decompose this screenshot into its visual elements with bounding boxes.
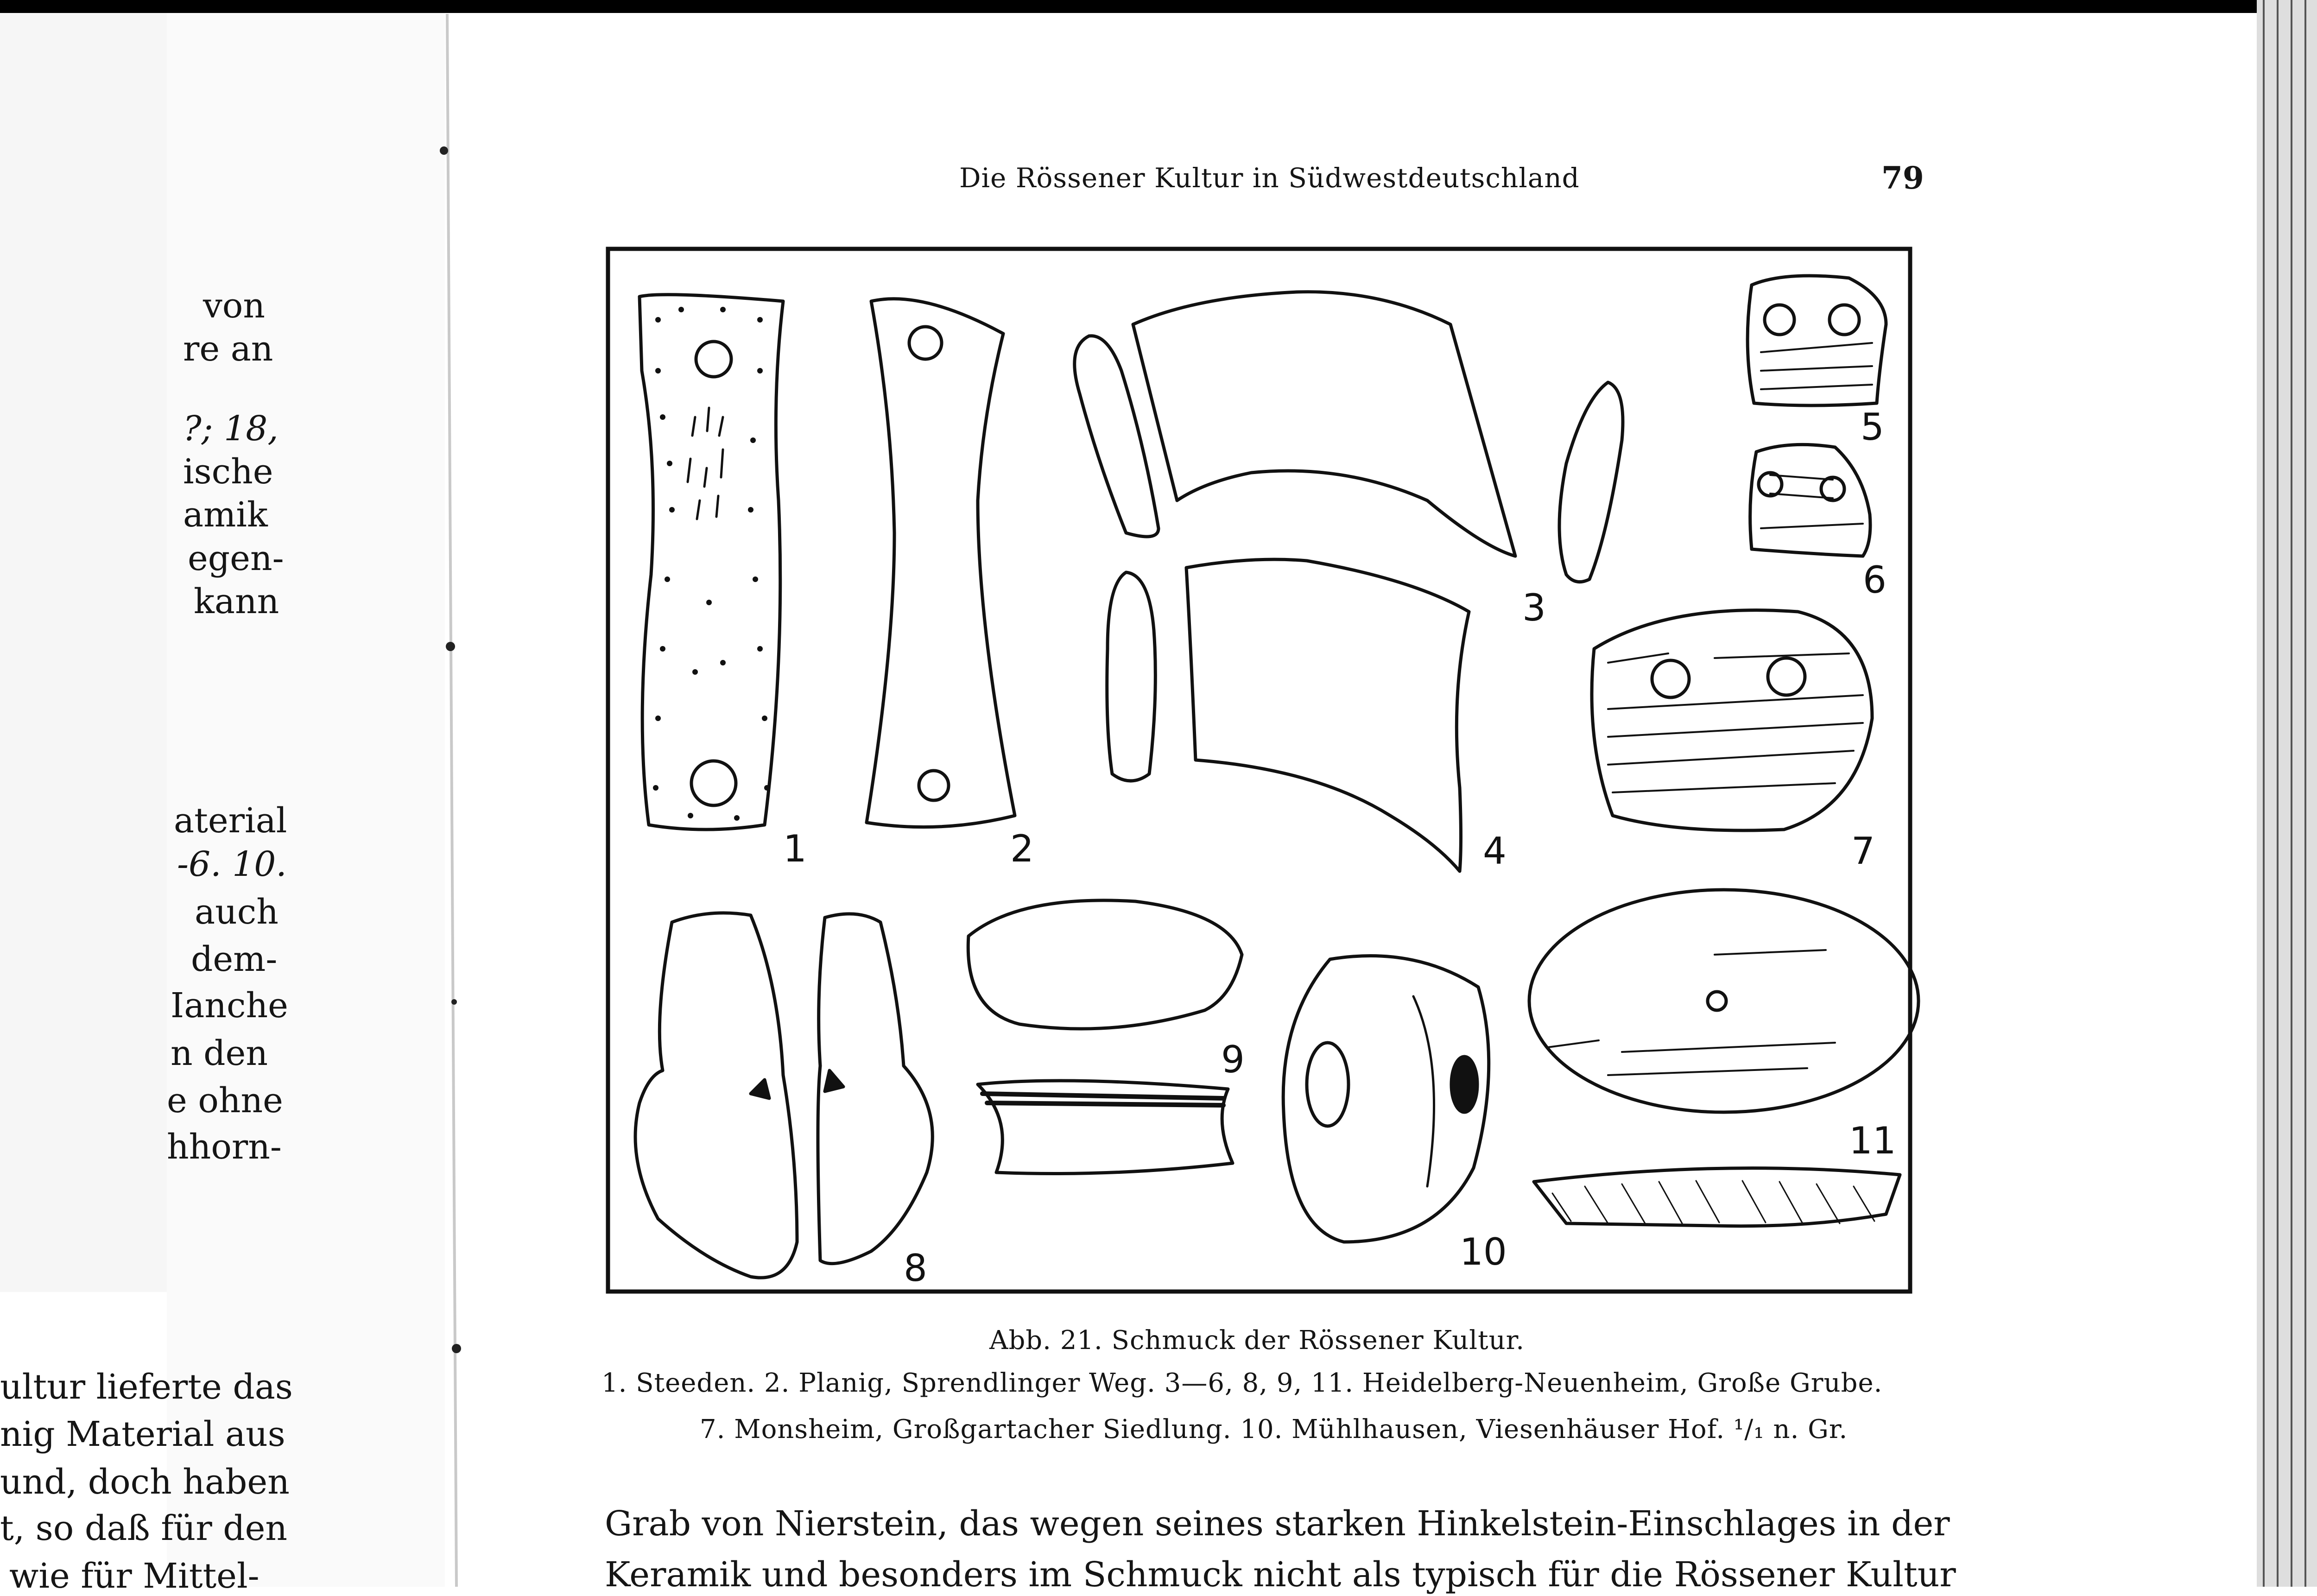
figure-label-1: 1	[783, 827, 807, 870]
page-edges	[2257, 0, 2317, 1587]
figure-caption-line: 7. Monsheim, Großgartacher Siedlung. 10. Mühlhausen, Viesenhäuser Hof. ¹/₁ n. Gr.	[700, 1414, 1848, 1444]
page-header-title: Die Rössener Kultur in Südwestdeutschland	[959, 162, 1580, 194]
left-page-bottom-line: t, so daß für den	[0, 1508, 288, 1548]
figure-label-3: 3	[1522, 586, 1546, 629]
left-page-line: -6. 10.	[177, 844, 287, 884]
figure-label-8: 8	[904, 1247, 927, 1290]
left-page-bottom-line: wie für Mittel-	[9, 1556, 260, 1596]
left-page-line: e ohne	[167, 1081, 283, 1121]
page-number: 79	[1881, 160, 1924, 196]
item-11-disc	[1529, 890, 1918, 1226]
item-6-bead	[1750, 444, 1870, 556]
left-page-line: dem-	[191, 939, 278, 979]
left-page-line: re an	[183, 329, 273, 369]
figure-label-11: 11	[1849, 1119, 1896, 1162]
left-page-line: n den	[171, 1033, 268, 1073]
left-page-bottom-line: nig Material aus	[0, 1414, 285, 1454]
left-page-line: ische	[183, 452, 273, 492]
figure-label-5: 5	[1861, 405, 1884, 449]
figure-label-7: 7	[1851, 830, 1875, 873]
left-margin-shade	[0, 13, 167, 1292]
item-1-plaque	[639, 295, 783, 830]
item-10-bead	[1283, 956, 1489, 1242]
left-page-line: auch	[195, 892, 279, 932]
item-2-plaque	[867, 299, 1015, 827]
left-page-line: aterial	[174, 801, 287, 841]
left-page-line: egen-	[188, 538, 284, 578]
body-text-line: Keramik und besonders im Schmuck nicht als typisch für die Rössener Kultur	[605, 1555, 1956, 1595]
figure-caption-title: Abb. 21. Schmuck der Rössener Kultur.	[989, 1325, 1525, 1355]
left-page-bottom-line: ultur lieferte das	[0, 1367, 293, 1407]
item-9-bead	[968, 900, 1242, 1174]
item-5-bead	[1747, 276, 1886, 405]
left-page-line: ?; 18,	[183, 409, 279, 449]
left-page-line: kann	[194, 582, 279, 621]
left-page-line: von	[203, 286, 266, 326]
body-text-line: Grab von Nierstein, das wegen seines starken Hinkelstein-Einschlages in der	[605, 1504, 1950, 1544]
figure-label-4: 4	[1483, 830, 1507, 873]
left-page-line: amik	[183, 495, 268, 535]
item-4-bracelet	[1107, 559, 1469, 871]
item-8-axe-pendant	[635, 913, 932, 1278]
left-page-bottom-line: und, doch haben	[0, 1462, 290, 1502]
item-7-disc	[1592, 610, 1872, 830]
figure-frame	[608, 249, 1910, 1292]
figure-label-6: 6	[1863, 558, 1887, 602]
figure-label-2: 2	[1010, 827, 1034, 870]
figure-label-10: 10	[1460, 1230, 1507, 1273]
figure-label-9: 9	[1221, 1038, 1245, 1081]
left-page	[167, 13, 445, 1587]
left-page-line: Ianche	[171, 986, 288, 1026]
left-page-line: hhorn-	[167, 1127, 282, 1167]
item-3-bracelet	[1075, 292, 1623, 582]
top-shadow	[0, 0, 2317, 13]
figure-caption-line: 1. Steeden. 2. Planig, Sprendlinger Weg. 3—6, 8, 9, 11. Heidelberg-Neuenheim, Große Grube.	[601, 1368, 1883, 1398]
